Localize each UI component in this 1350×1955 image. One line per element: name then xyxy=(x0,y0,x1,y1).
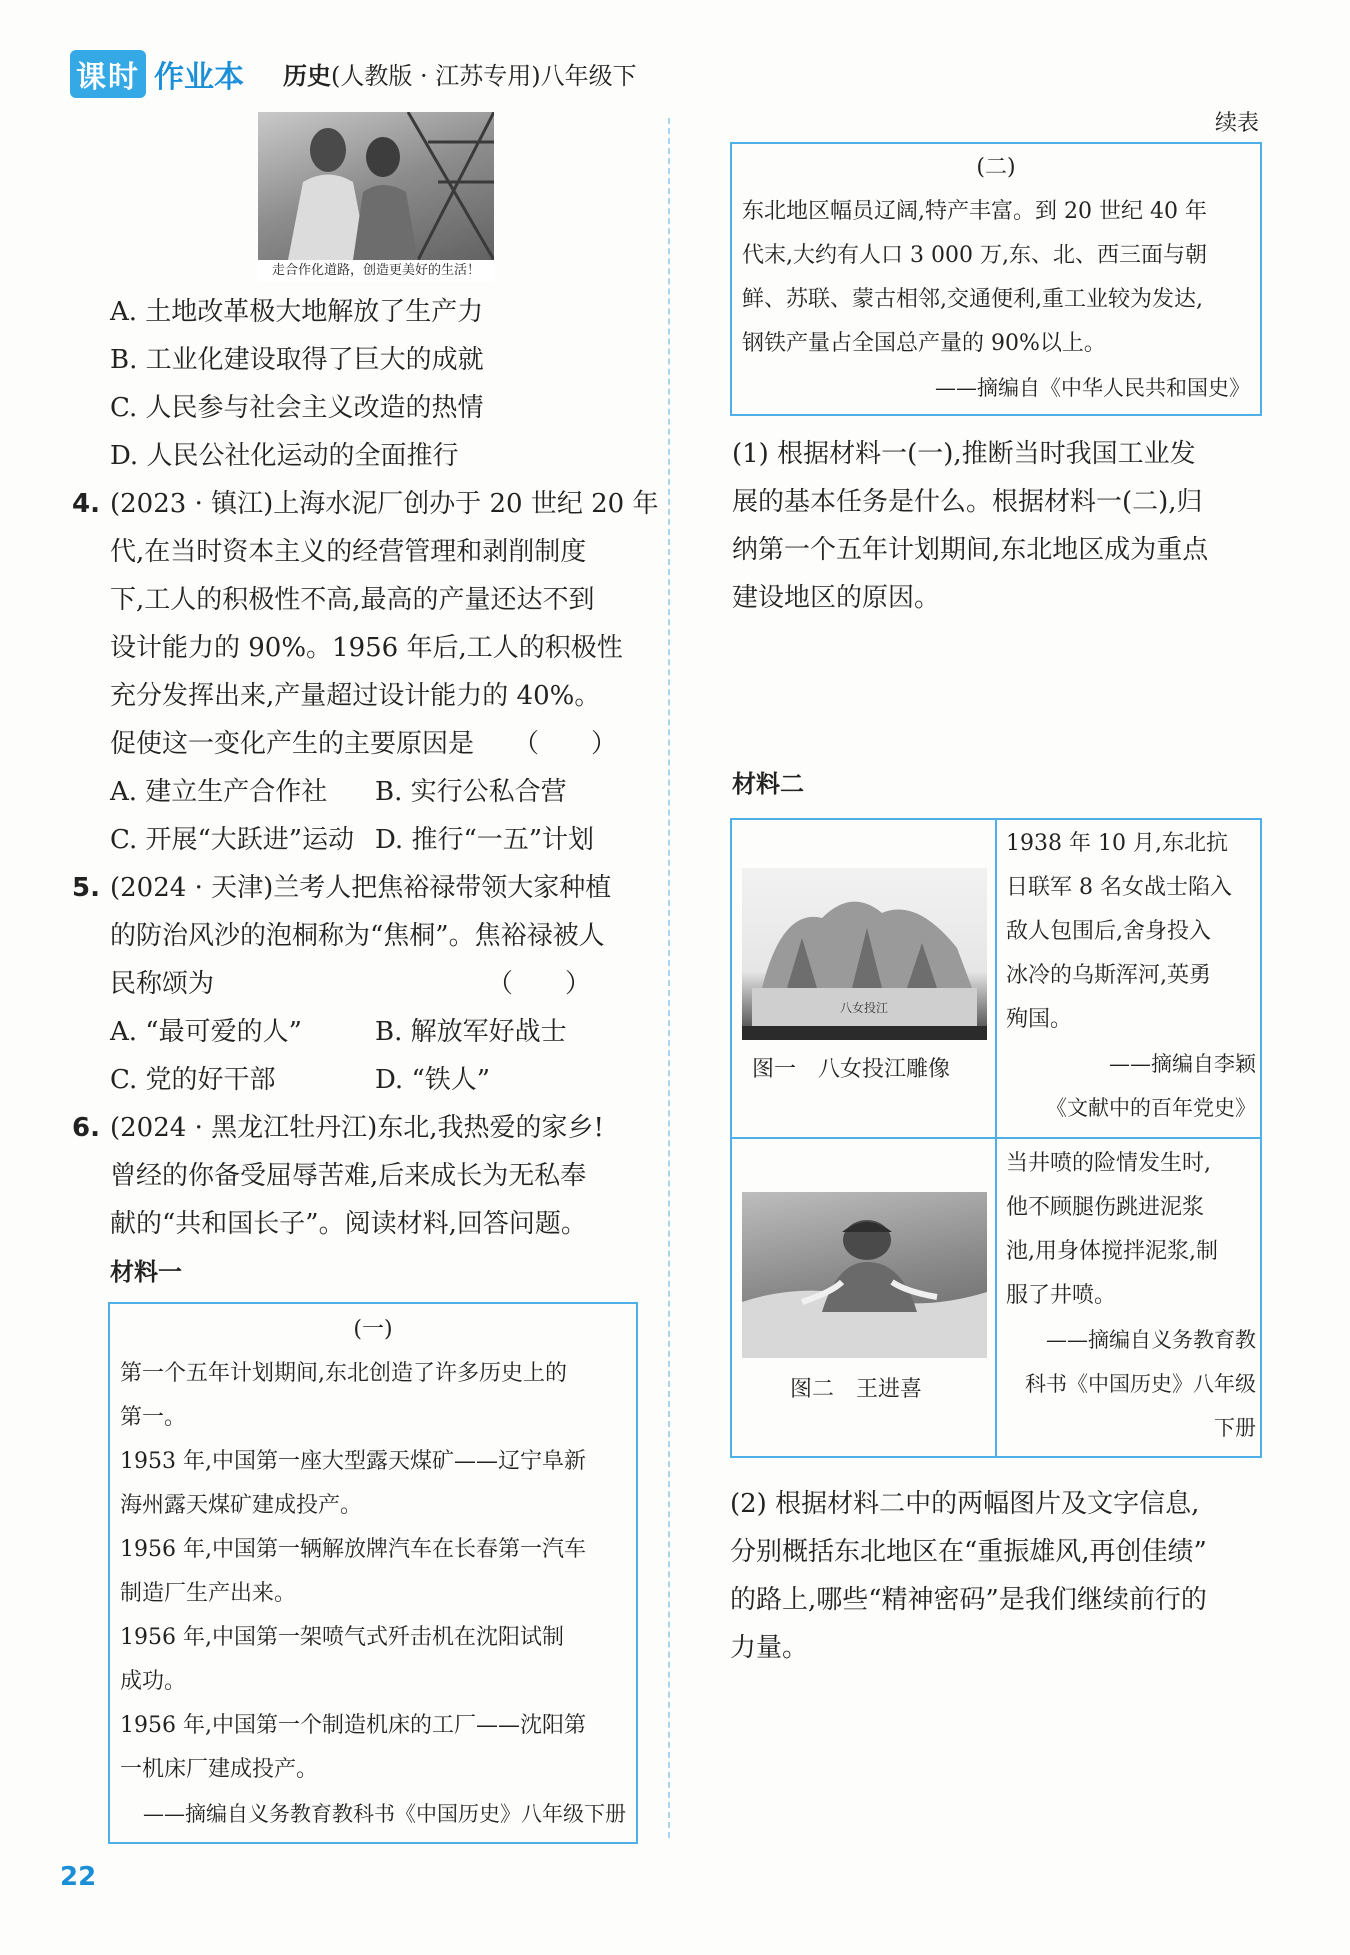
q5-option-a[interactable]: A. “最可爱的人” xyxy=(110,1017,302,1047)
fig1-source: ——摘编自李颖 xyxy=(1109,1052,1256,1076)
q5-stem-line: 的防治风沙的泡桐称为“焦桐”。焦裕禄被人 xyxy=(110,921,605,951)
q6-2-line: (2) 根据材料二中的两幅图片及文字信息, xyxy=(730,1489,1200,1519)
propaganda-poster-image xyxy=(258,112,494,282)
q4-stem-line: (2023 · 镇江)上海水泥厂创办于 20 世纪 20 年 xyxy=(110,489,659,519)
fig1-line: 冰冷的乌斯浑河,英勇 xyxy=(1006,963,1211,988)
table-row-divider xyxy=(730,1137,1262,1139)
fig2-caption: 图二 王进喜 xyxy=(790,1377,923,1402)
q3-option-c[interactable]: C. 人民参与社会主义改造的热情 xyxy=(110,393,484,423)
column-divider xyxy=(668,118,670,1838)
q6-1-line: (1) 根据材料一(一),推断当时我国工业发 xyxy=(732,439,1196,469)
wang-jinxi-illustration xyxy=(742,1192,987,1358)
book-logo xyxy=(70,52,244,96)
statue-illustration xyxy=(742,868,987,1040)
material1-box-2 xyxy=(730,142,1262,416)
q6-2-line: 力量。 xyxy=(730,1633,809,1663)
material2-label: 材料二 xyxy=(732,770,804,798)
q5-number: 5. xyxy=(72,873,100,903)
box2-title: (二) xyxy=(976,155,1016,180)
q5-option-b[interactable]: B. 解放军好战士 xyxy=(375,1017,567,1047)
q6-number: 6. xyxy=(72,1113,100,1143)
box1-line: 第一。 xyxy=(120,1405,187,1430)
statue-sign-text: 八女投江 xyxy=(839,1001,889,1015)
q4-option-c[interactable]: C. 开展“大跃进”运动 xyxy=(110,825,355,855)
box1-line: 1956 年,中国第一个制造机床的工厂——沈阳第 xyxy=(120,1713,586,1738)
box2-line: 鲜、苏联、蒙古相邻,交通便利,重工业较为发达, xyxy=(742,287,1203,312)
q4-stem-line: 充分发挥出来,产量超过设计能力的 40%。 xyxy=(110,681,601,711)
fig1-line: 1938 年 10 月,东北抗 xyxy=(1006,831,1228,856)
q4-option-a[interactable]: A. 建立生产合作社 xyxy=(110,777,328,807)
material1-label: 材料一 xyxy=(110,1258,182,1286)
box2-line: 钢铁产量占全国总产量的 90%以上。 xyxy=(742,331,1106,356)
box2-line: 东北地区幅员辽阔,特产丰富。到 20 世纪 40 年 xyxy=(742,199,1207,224)
box1-line: 第一个五年计划期间,东北创造了许多历史上的 xyxy=(120,1361,567,1386)
fig2-source: ——摘编自义务教育教 xyxy=(1046,1328,1256,1352)
q4-number: 4. xyxy=(72,489,100,519)
box1-line: 制造厂生产出来。 xyxy=(120,1581,297,1606)
fig2-line: 服了井喷。 xyxy=(1006,1283,1117,1308)
fig2-text xyxy=(1006,1142,1256,1450)
q4-option-d[interactable]: D. 推行“一五”计划 xyxy=(375,825,595,855)
edition-info: (人教版 · 江苏专用)八年级下 xyxy=(331,62,637,90)
q6-stem-line: 曾经的你备受屈辱苦难,后来成长为无私奉 xyxy=(110,1161,587,1191)
q6-stem-line: 献的“共和国长子”。阅读材料,回答问题。 xyxy=(110,1209,587,1239)
q4-stem-line: 代,在当时资本主义的经营管理和剥削制度 xyxy=(110,537,587,567)
eight-women-statue-photo xyxy=(742,868,987,1040)
q6-1-line: 建设地区的原因。 xyxy=(732,583,941,613)
q5-option-d[interactable]: D. “铁人” xyxy=(375,1065,491,1095)
q5-option-c[interactable]: C. 党的好干部 xyxy=(110,1065,276,1095)
q6-2-line: 的路上,哪些“精神密码”是我们继续前行的 xyxy=(730,1585,1207,1615)
subject-name: 历史 xyxy=(283,61,331,90)
q4-option-b[interactable]: B. 实行公私合营 xyxy=(375,777,567,807)
fig1-line: 日联军 8 名女战士陷入 xyxy=(1006,875,1232,900)
fig2-source: 下册 xyxy=(1214,1416,1256,1440)
continued-table-label: 续表 xyxy=(1215,111,1260,136)
q6-1-line: 纳第一个五年计划期间,东北地区成为重点 xyxy=(732,535,1209,565)
fig2-source: 科书《中国历史》八年级 xyxy=(1025,1372,1256,1396)
fig2-line: 当井喷的险情发生时, xyxy=(1006,1151,1211,1176)
wang-jinxi-photo xyxy=(742,1192,987,1358)
material1-box xyxy=(108,1302,638,1844)
logo-text: 作业本 xyxy=(154,60,244,95)
fig1-text xyxy=(1006,822,1256,1130)
q4-stem-line: 促使这一变化产生的主要原因是 （ ） xyxy=(110,729,618,759)
fig1-caption: 图一 八女投江雕像 xyxy=(752,1057,951,1082)
poster-caption: 走合作化道路，创造更美好的生活！ xyxy=(258,260,494,282)
box1-line: 成功。 xyxy=(120,1669,187,1694)
page-number: 22 xyxy=(60,1862,97,1892)
fig2-line: 他不顾腿伤跳进泥浆 xyxy=(1006,1195,1205,1220)
page-header-subject xyxy=(283,56,637,91)
q5-stem-line: (2024 · 天津)兰考人把焦裕禄带领大家种植 xyxy=(110,873,612,903)
box1-line: 一机床厂建成投产。 xyxy=(120,1757,319,1782)
fig1-line: 殉国。 xyxy=(1006,1007,1073,1032)
box1-line: 1956 年,中国第一辆解放牌汽车在长春第一汽车 xyxy=(120,1537,586,1562)
box1-line: 海州露天煤矿建成投产。 xyxy=(120,1493,363,1518)
box1-title: (一) xyxy=(353,1317,393,1342)
q6-stem-line: (2024 · 黑龙江牡丹江)东北,我热爱的家乡! xyxy=(110,1113,604,1143)
q3-option-d[interactable]: D. 人民公社化运动的全面推行 xyxy=(110,441,459,471)
q6-1-line: 展的基本任务是什么。根据材料一(二),归 xyxy=(732,487,1203,517)
poster-illustration xyxy=(258,112,494,260)
logo-highlight: 课时 xyxy=(70,50,146,98)
fig1-source: 《文献中的百年党史》 xyxy=(1046,1096,1256,1120)
box2-source: ——摘编自《中华人民共和国史》 xyxy=(935,376,1250,400)
box1-line: 1956 年,中国第一架喷气式歼击机在沈阳试制 xyxy=(120,1625,564,1650)
q3-option-a[interactable]: A. 土地改革极大地解放了生产力 xyxy=(110,297,484,327)
box1-source: ——摘编自义务教育教科书《中国历史》八年级下册 xyxy=(143,1802,626,1826)
box2-line: 代末,大约有人口 3 000 万,东、北、西三面与朝 xyxy=(742,243,1207,268)
q3-option-b[interactable]: B. 工业化建设取得了巨大的成就 xyxy=(110,345,484,375)
fig1-line: 敌人包围后,舍身投入 xyxy=(1006,919,1211,944)
q6-2-line: 分别概括东北地区在“重振雄风,再创佳绩” xyxy=(730,1537,1207,1567)
q5-stem-line: 民称颂为 （ ） xyxy=(110,969,592,999)
box1-line: 1953 年,中国第一座大型露天煤矿——辽宁阜新 xyxy=(120,1449,586,1474)
q4-stem-line: 设计能力的 90%。1956 年后,工人的积极性 xyxy=(110,633,623,663)
q4-stem-line: 下,工人的积极性不高,最高的产量还达不到 xyxy=(110,585,595,615)
fig2-line: 池,用身体搅拌泥浆,制 xyxy=(1006,1239,1218,1264)
